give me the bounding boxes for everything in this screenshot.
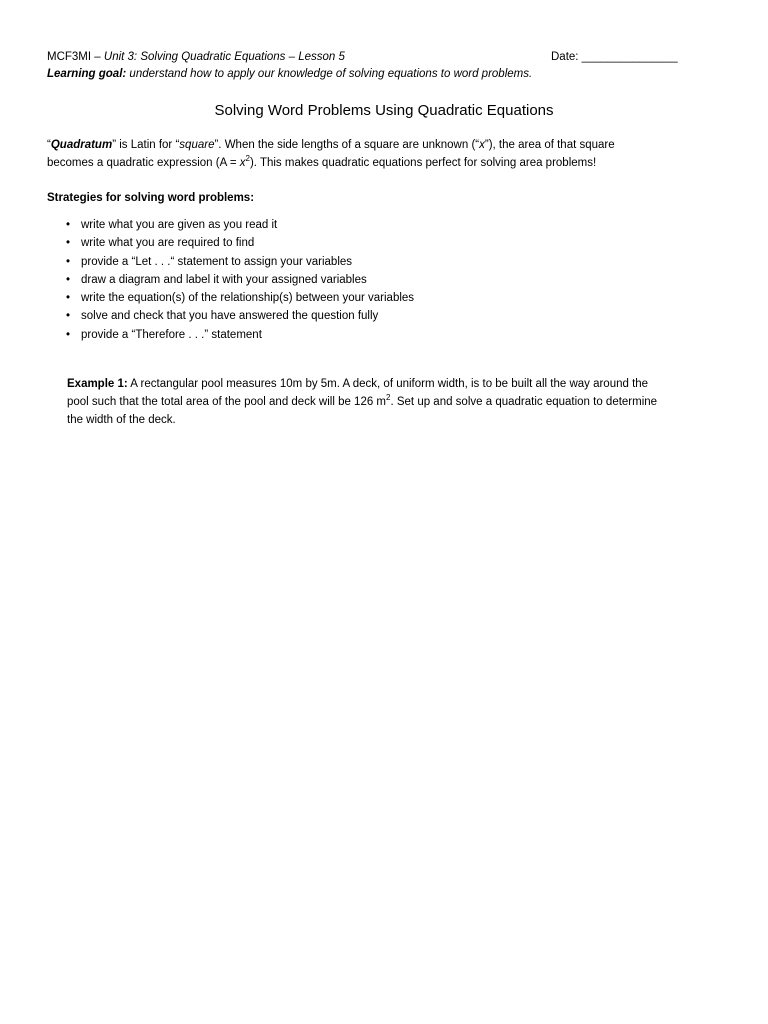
bullet-icon: • (66, 292, 71, 305)
bullet-icon: • (66, 255, 71, 268)
strategy-text: draw a diagram and label it with your assigned variables (81, 273, 367, 286)
intro-variable-x: x (479, 139, 485, 151)
example-1-exponent: 2 (386, 393, 391, 402)
intro-term-meaning: square (179, 139, 215, 151)
bullet-icon: • (66, 328, 71, 341)
page-title: Solving Word Problems Using Quadratic Equations (214, 102, 554, 119)
example-1-label: Example 1: (67, 378, 128, 390)
example-1-line-1 (67, 376, 648, 392)
strategy-text: write what you are required to find (81, 237, 255, 250)
intro-quote: “ (47, 139, 51, 151)
header-course-line (47, 49, 707, 65)
example-1-line-3: the width of the deck. (67, 414, 176, 426)
learning-goal-line (47, 66, 532, 82)
intro2-exponent: 2 (245, 154, 250, 163)
strategy-text: write the equation(s) of the relationship(s) between your variables (81, 292, 415, 305)
strategy-item (66, 253, 414, 271)
strategy-item (66, 289, 414, 307)
intro-mid: ” is Latin for “ (112, 139, 180, 151)
intro-term: Quadratum (50, 139, 113, 151)
example-1-text-2: pool such that the total area of the pool and deck will be 126 m (67, 396, 387, 408)
bullet-icon: • (66, 219, 71, 231)
example-1-line-2 (67, 394, 657, 410)
header-separator: – (91, 51, 104, 63)
example-1-text-2-end: . Set up and solve a quadratic equation to determine (390, 396, 658, 408)
strategy-list (66, 216, 414, 344)
bullet-icon: • (66, 310, 71, 323)
intro2-variable-x: x (239, 157, 246, 169)
strategies-heading: Strategies for solving word problems: (47, 192, 255, 204)
learning-goal-text: understand how to apply our knowledge of solving equations to word problems. (126, 68, 533, 80)
strategy-text: provide a “Let . . .“ statement to assign your variables (81, 255, 353, 268)
learning-goal-label: Learning goal: (47, 68, 127, 80)
intro-rest: ”. When the side lengths of a square are unknown (“ (214, 139, 480, 151)
bullet-icon: • (66, 237, 71, 250)
strategy-item (66, 271, 414, 289)
date-field: Date: _______________ (551, 51, 678, 63)
intro-rest-end: ”), the area of that square (484, 139, 615, 151)
strategy-item (66, 234, 414, 252)
course-code: MCF3MI (47, 51, 92, 63)
strategy-text: solve and check that you have answered the question fully (81, 310, 379, 323)
strategy-text: provide a “Therefore . . .” statement (81, 328, 262, 341)
bullet-icon: • (66, 273, 71, 286)
intro2-end: ). This makes quadratic equations perfect for solving area problems! (249, 157, 597, 169)
unit-lesson: Unit 3: Solving Quadratic Equations – Lesson 5 (103, 51, 345, 63)
strategy-item (66, 216, 414, 234)
intro-line-1 (47, 137, 615, 153)
strategy-item (66, 326, 414, 344)
strategy-item (66, 307, 414, 325)
strategy-text: write what you are given as you read it (81, 219, 278, 231)
intro2-start: becomes a quadratic expression (A = (47, 157, 240, 169)
intro-line-2 (47, 155, 596, 171)
example-1-text-1: A rectangular pool measures 10m by 5m. A deck, of uniform width, is to be built all the way around the (127, 378, 649, 390)
